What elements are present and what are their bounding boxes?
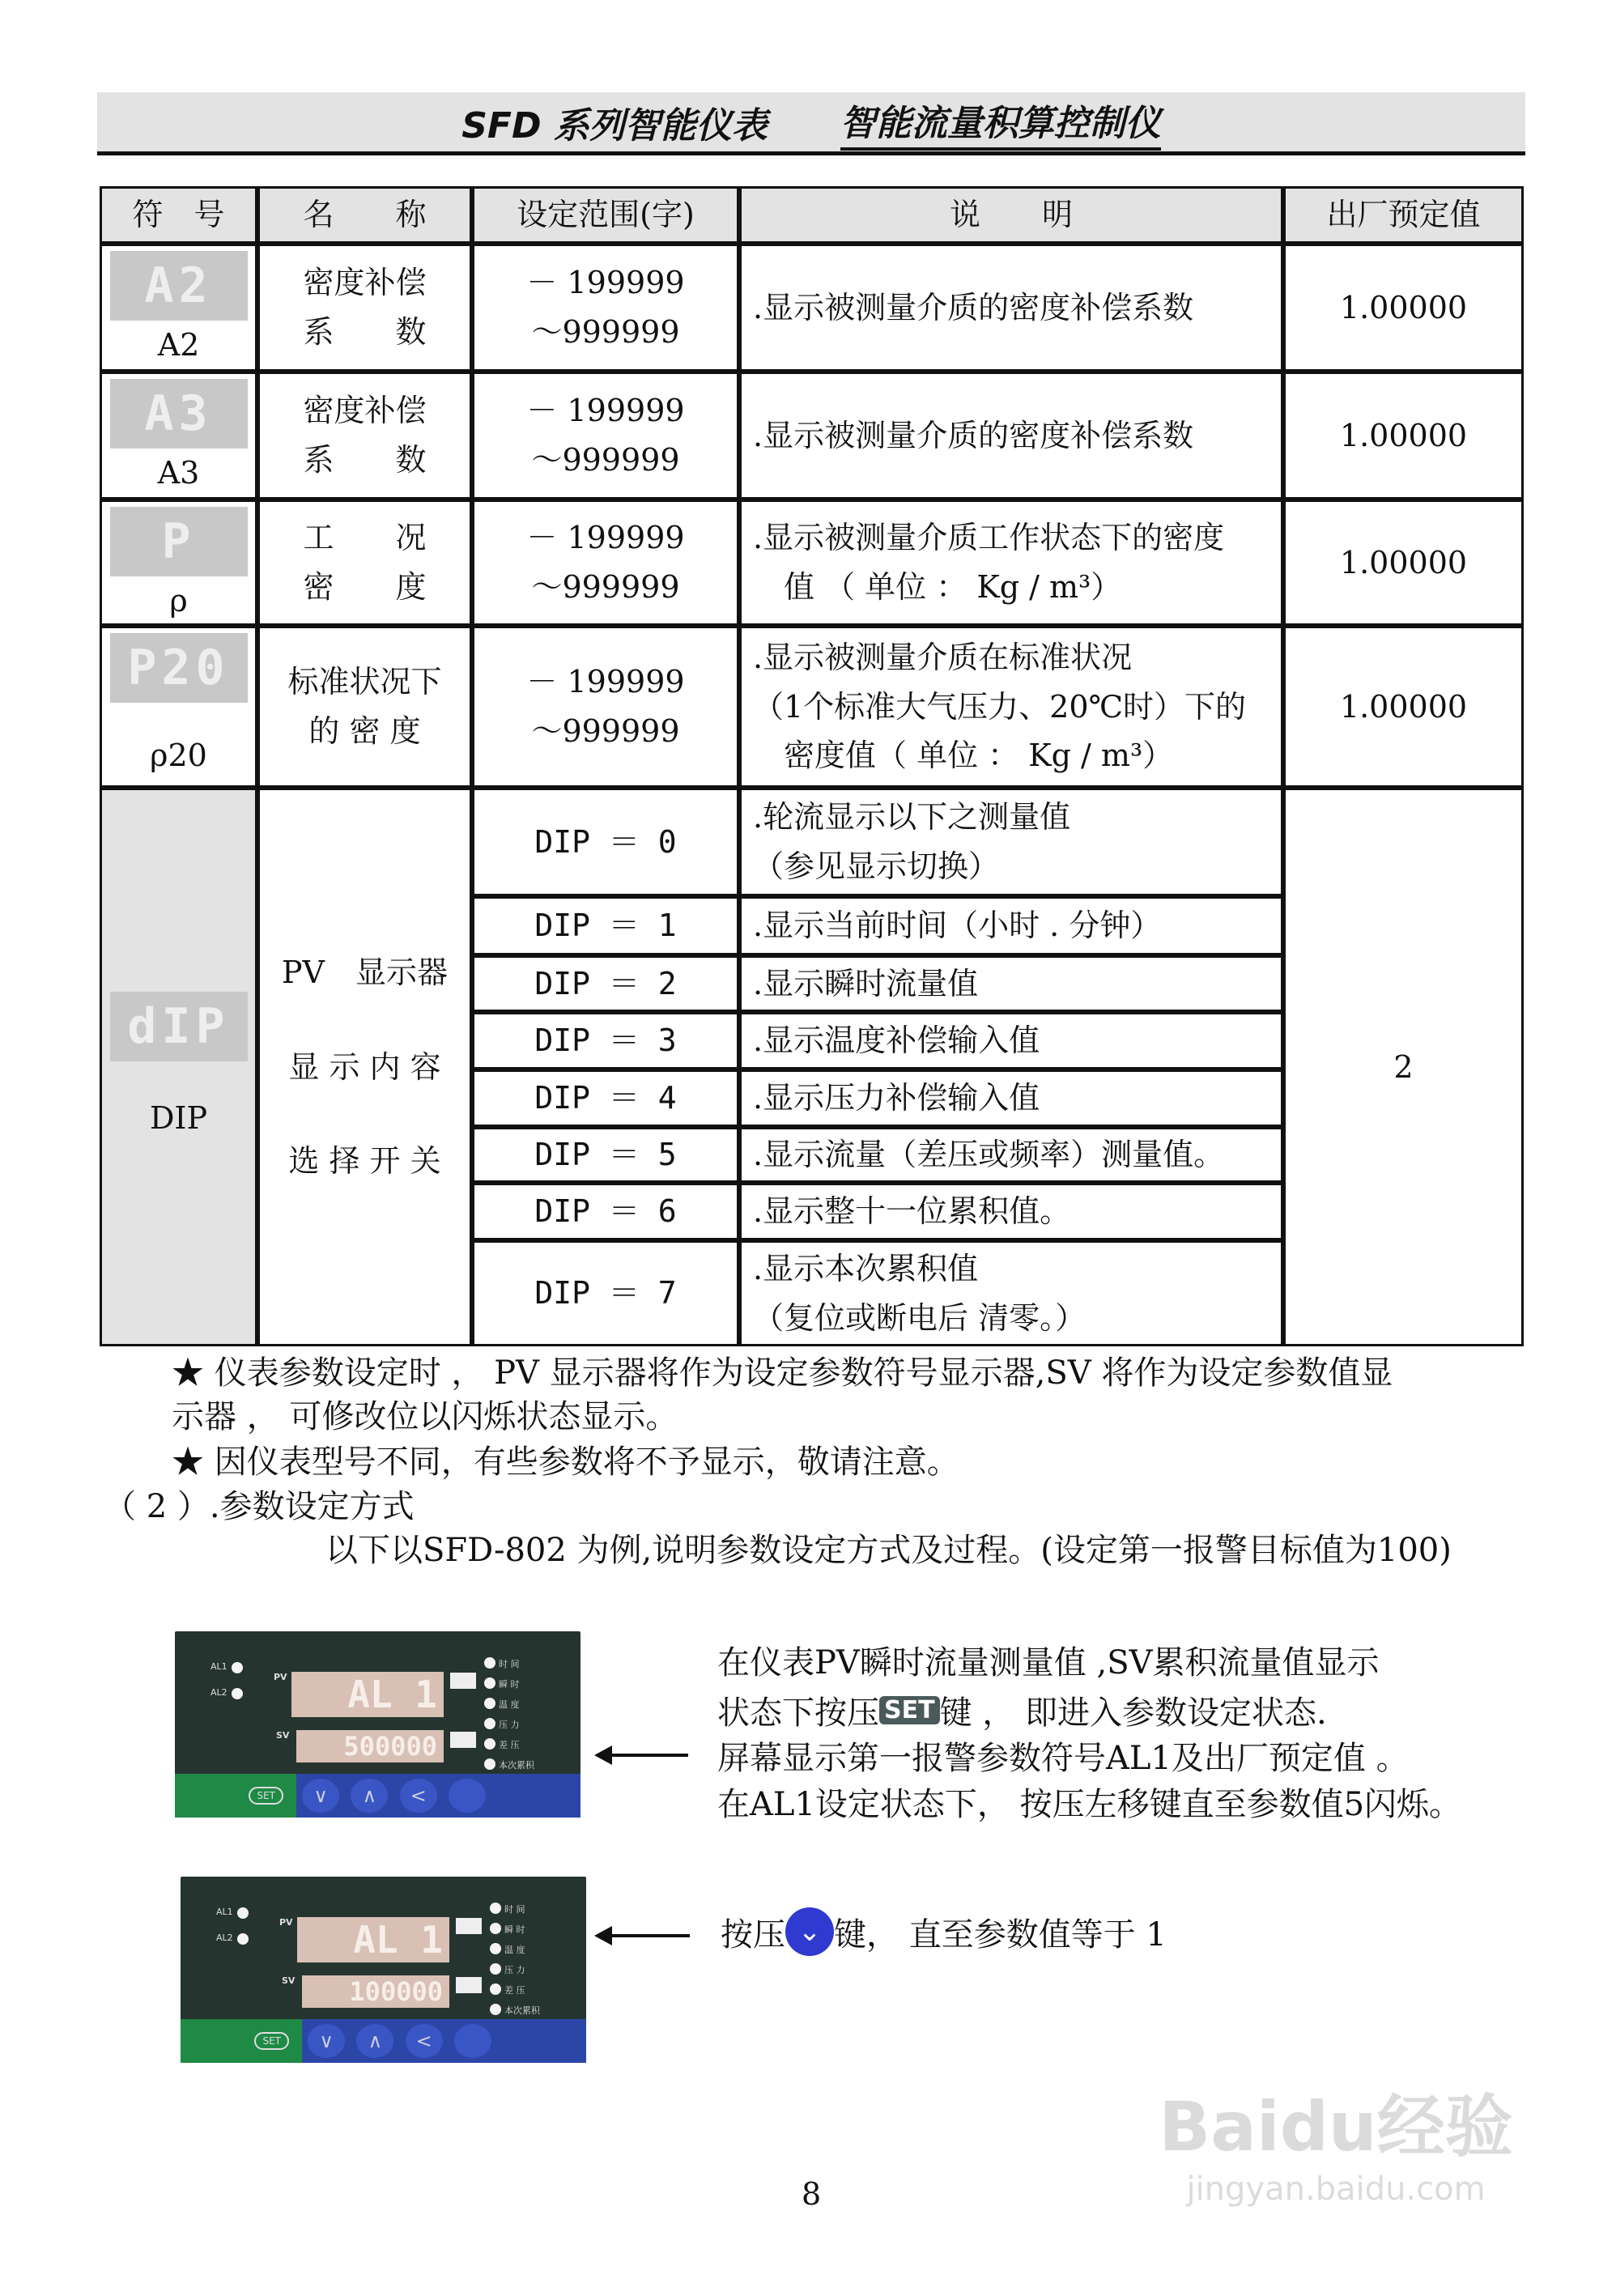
keypad	[175, 1774, 580, 1818]
step1-text-part: 键 ， 即进入参数设定状态.	[939, 1694, 1327, 1732]
dip-description-cell: .轮流显示以下之测量值 （参见显示切换）	[739, 788, 1283, 896]
symbol-cell	[100, 500, 257, 626]
unit-indicator	[456, 1977, 482, 1993]
note-line: ★ 仪表参数设定时 ， PV 显示器将作为设定参数符号显示器,SV 将作为设定参数值显	[172, 1354, 1393, 1392]
description-cell: .显示被测量介质工作状态下的密度 值 （ 单位 ： Kg / m³）	[739, 500, 1283, 626]
al2-led	[232, 1688, 243, 1699]
symbol-label: A2	[157, 327, 200, 363]
name-cell: 密度补偿 系 数	[257, 372, 472, 500]
down-button[interactable]: ∨	[302, 1779, 339, 1813]
description-cell: .显示被测量介质在标准状况 （1个标准大气压力、20℃时）下的 密度值（ 单位 ： Kg / m³）	[739, 626, 1283, 788]
left-shift-button[interactable]: <	[406, 2024, 443, 2058]
blank-button[interactable]	[449, 1779, 486, 1813]
arrow-left-icon	[609, 1754, 688, 1757]
pv-display: AL 1	[297, 1917, 449, 1962]
al2-led	[237, 1933, 249, 1945]
up-button[interactable]: ∧	[356, 2024, 393, 2058]
dip-range-cell: DIP ＝ 0	[472, 788, 739, 896]
dip-description-cell: .显示整十一位累积值。	[739, 1183, 1283, 1240]
sv-display: 500000	[296, 1730, 444, 1762]
symbol-label: ρ20	[150, 738, 207, 774]
pv-display: AL 1	[291, 1672, 444, 1717]
indicator-led	[484, 1698, 495, 1709]
name-cell: 标准状况下 的 密 度	[257, 626, 472, 788]
segment-display: P	[110, 507, 248, 576]
indicator-led	[484, 1677, 495, 1689]
down-key-icon: ⌄	[785, 1907, 834, 1956]
page-number: 8	[802, 2176, 822, 2212]
description-cell: .显示被测量介质的密度补偿系数	[739, 372, 1283, 500]
indicator-label: 瞬 时	[504, 1924, 525, 1935]
dip-description-cell: .显示温度补偿输入值	[739, 1012, 1283, 1069]
range-cell: － 199999 ～999999	[472, 372, 739, 500]
indicator-label: 温 度	[504, 1945, 525, 1955]
dip-name-line: 显 示 内 容	[288, 1048, 441, 1085]
dip-range-cell: DIP ＝ 3	[472, 1012, 739, 1069]
step1-text: 在仪表PV瞬时流量测量值 ,SV累积流量值显示	[717, 1644, 1380, 1682]
default-cell: 1.00000	[1283, 500, 1524, 626]
segment-display: A2	[110, 251, 248, 321]
header-symbol: 符 号	[100, 186, 257, 244]
indicator-label: 差 压	[499, 1740, 520, 1750]
product-title: 智能流量积算控制仪	[840, 94, 1161, 151]
unit-indicator	[450, 1732, 476, 1748]
al1-label: AL1	[211, 1661, 228, 1672]
indicator-label: 本次累积	[499, 1760, 534, 1771]
set-button[interactable]: SET	[254, 2032, 289, 2050]
dip-range-cell: DIP ＝ 6	[472, 1183, 739, 1240]
unit-indicator	[450, 1673, 476, 1689]
symbol-cell	[100, 626, 257, 788]
indicator-led	[490, 1963, 501, 1975]
dip-symbol-cell	[100, 788, 257, 1346]
dip-range-cell: DIP ＝ 1	[472, 896, 739, 955]
indicator-label: 时 间	[499, 1659, 520, 1669]
dip-range-cell: DIP ＝ 2	[472, 955, 739, 1012]
al2-label: AL2	[216, 1932, 233, 1943]
up-button[interactable]: ∧	[351, 1779, 388, 1813]
default-cell: 1.00000	[1283, 372, 1524, 500]
indicator-led	[490, 1943, 501, 1954]
dip-name-line: 选 择 开 关	[288, 1143, 441, 1180]
sv-label: SV	[276, 1730, 290, 1741]
step1-text: 在AL1设定状态下， 按压左移键直至参数值5闪烁。	[717, 1786, 1462, 1823]
instrument-panel-step2	[181, 1877, 586, 2063]
al1-label: AL1	[216, 1907, 233, 1917]
header-name: 名 称	[257, 186, 472, 244]
header-description: 说 明	[739, 186, 1283, 244]
watermark-url: jingyan.baidu.com	[1186, 2171, 1486, 2208]
symbol-label: DIP	[149, 1099, 208, 1136]
indicator-led	[490, 1983, 501, 1995]
series-title: SFD 系列智能仪表	[461, 104, 768, 147]
indicator-label: 差 压	[504, 1985, 525, 1996]
indicator-label: 压 力	[504, 1965, 525, 1975]
range-cell: － 199999 ～999999	[472, 626, 739, 788]
indicator-led	[484, 1657, 495, 1669]
range-cell: － 199999 ～999999	[472, 500, 739, 626]
watermark-brand: Baidu经验	[1159, 2087, 1513, 2166]
indicator-label: 温 度	[499, 1699, 520, 1710]
left-shift-button[interactable]: <	[400, 1779, 437, 1813]
dip-description-cell: .显示瞬时流量值	[739, 955, 1283, 1012]
step2-text	[721, 1907, 1167, 1956]
indicator-label: 本次累积	[504, 2005, 540, 2016]
note-line: 以下以SFD-802 为例,说明参数设定方式及过程。(设定第一报警目标值为100)	[325, 1532, 1452, 1569]
instrument-panel-step1	[175, 1631, 580, 1818]
indicator-led	[490, 1923, 501, 1934]
name-cell: 密度补偿 系 数	[257, 244, 472, 372]
baidu-watermark	[1150, 2073, 1522, 2208]
al1-led	[232, 1662, 243, 1673]
dip-description-cell: .显示流量（差压或频率）测量值。	[739, 1127, 1283, 1183]
pv-label: PV	[279, 1917, 293, 1928]
dip-default-cell: 2	[1283, 788, 1524, 1346]
dip-description-cell: .显示本次累积值 （复位或断电后 清零。）	[739, 1240, 1283, 1346]
dip-description-cell: .显示当前时间（小时 . 分钟）	[739, 896, 1283, 955]
description-cell: .显示被测量介质的密度补偿系数	[739, 244, 1283, 372]
dip-range-cell: DIP ＝ 5	[472, 1127, 739, 1183]
range-cell: － 199999 ～999999	[472, 244, 739, 372]
page-header	[97, 92, 1525, 155]
symbol-cell	[100, 372, 257, 500]
segment-display: A3	[110, 379, 248, 449]
dip-range-cell: DIP ＝ 7	[472, 1240, 739, 1346]
symbol-label: ρ	[169, 583, 188, 619]
arrow-left-icon	[609, 1934, 690, 1937]
dip-description-cell: .显示压力补偿输入值	[739, 1069, 1283, 1127]
step1-text: 屏幕显示第一报警参数符号AL1及出厂预定值 。	[717, 1740, 1409, 1777]
indicator-led	[484, 1738, 495, 1750]
indicator-label: 瞬 时	[499, 1679, 520, 1690]
dip-name-cell	[257, 788, 472, 1346]
segment-display: P20	[110, 633, 248, 703]
al2-label: AL2	[211, 1687, 228, 1698]
step1-text-part: 状态下按压	[717, 1694, 879, 1732]
dip-range-cell: DIP ＝ 4	[472, 1069, 739, 1127]
blank-button[interactable]	[454, 2024, 491, 2058]
step1-text	[717, 1687, 1327, 1733]
step2-text-part: 键， 直至参数值等于 1	[834, 1915, 1167, 1954]
sv-display: 100000	[302, 1975, 449, 2008]
note-line: ★ 因仪表型号不同，有些参数将不予显示，敬请注意。	[172, 1444, 959, 1481]
name-cell: 工 况 密 度	[257, 500, 472, 626]
unit-indicator	[456, 1918, 482, 1934]
down-button[interactable]: ∨	[308, 2024, 345, 2058]
al1-led	[237, 1907, 249, 1919]
default-cell: 1.00000	[1283, 244, 1524, 372]
symbol-label: A3	[157, 455, 200, 491]
sv-label: SV	[282, 1975, 296, 1986]
section-heading: （ 2 ）.参数设定方式	[104, 1488, 415, 1525]
indicator-led	[490, 1903, 501, 1914]
default-cell: 1.00000	[1283, 626, 1524, 788]
indicator-label: 时 间	[504, 1904, 525, 1915]
dip-name-line: PV 显示器	[281, 954, 448, 990]
indicator-led	[484, 1718, 495, 1729]
note-line: 示器 ， 可修改位以闪烁状态显示。	[172, 1398, 678, 1435]
set-button[interactable]: SET	[249, 1787, 283, 1805]
step2-text-part: 按压	[721, 1915, 785, 1954]
symbol-cell	[100, 244, 257, 372]
segment-display: dIP	[110, 992, 248, 1061]
keypad	[181, 2019, 586, 2063]
indicator-led	[484, 1758, 495, 1770]
indicator-label: 压 力	[499, 1720, 520, 1730]
header-default: 出厂预定值	[1283, 186, 1524, 244]
indicator-led	[490, 2004, 501, 2015]
header-range: 设定范围(字)	[472, 186, 739, 244]
set-key-icon: SET	[879, 1696, 940, 1724]
pv-label: PV	[274, 1672, 287, 1682]
